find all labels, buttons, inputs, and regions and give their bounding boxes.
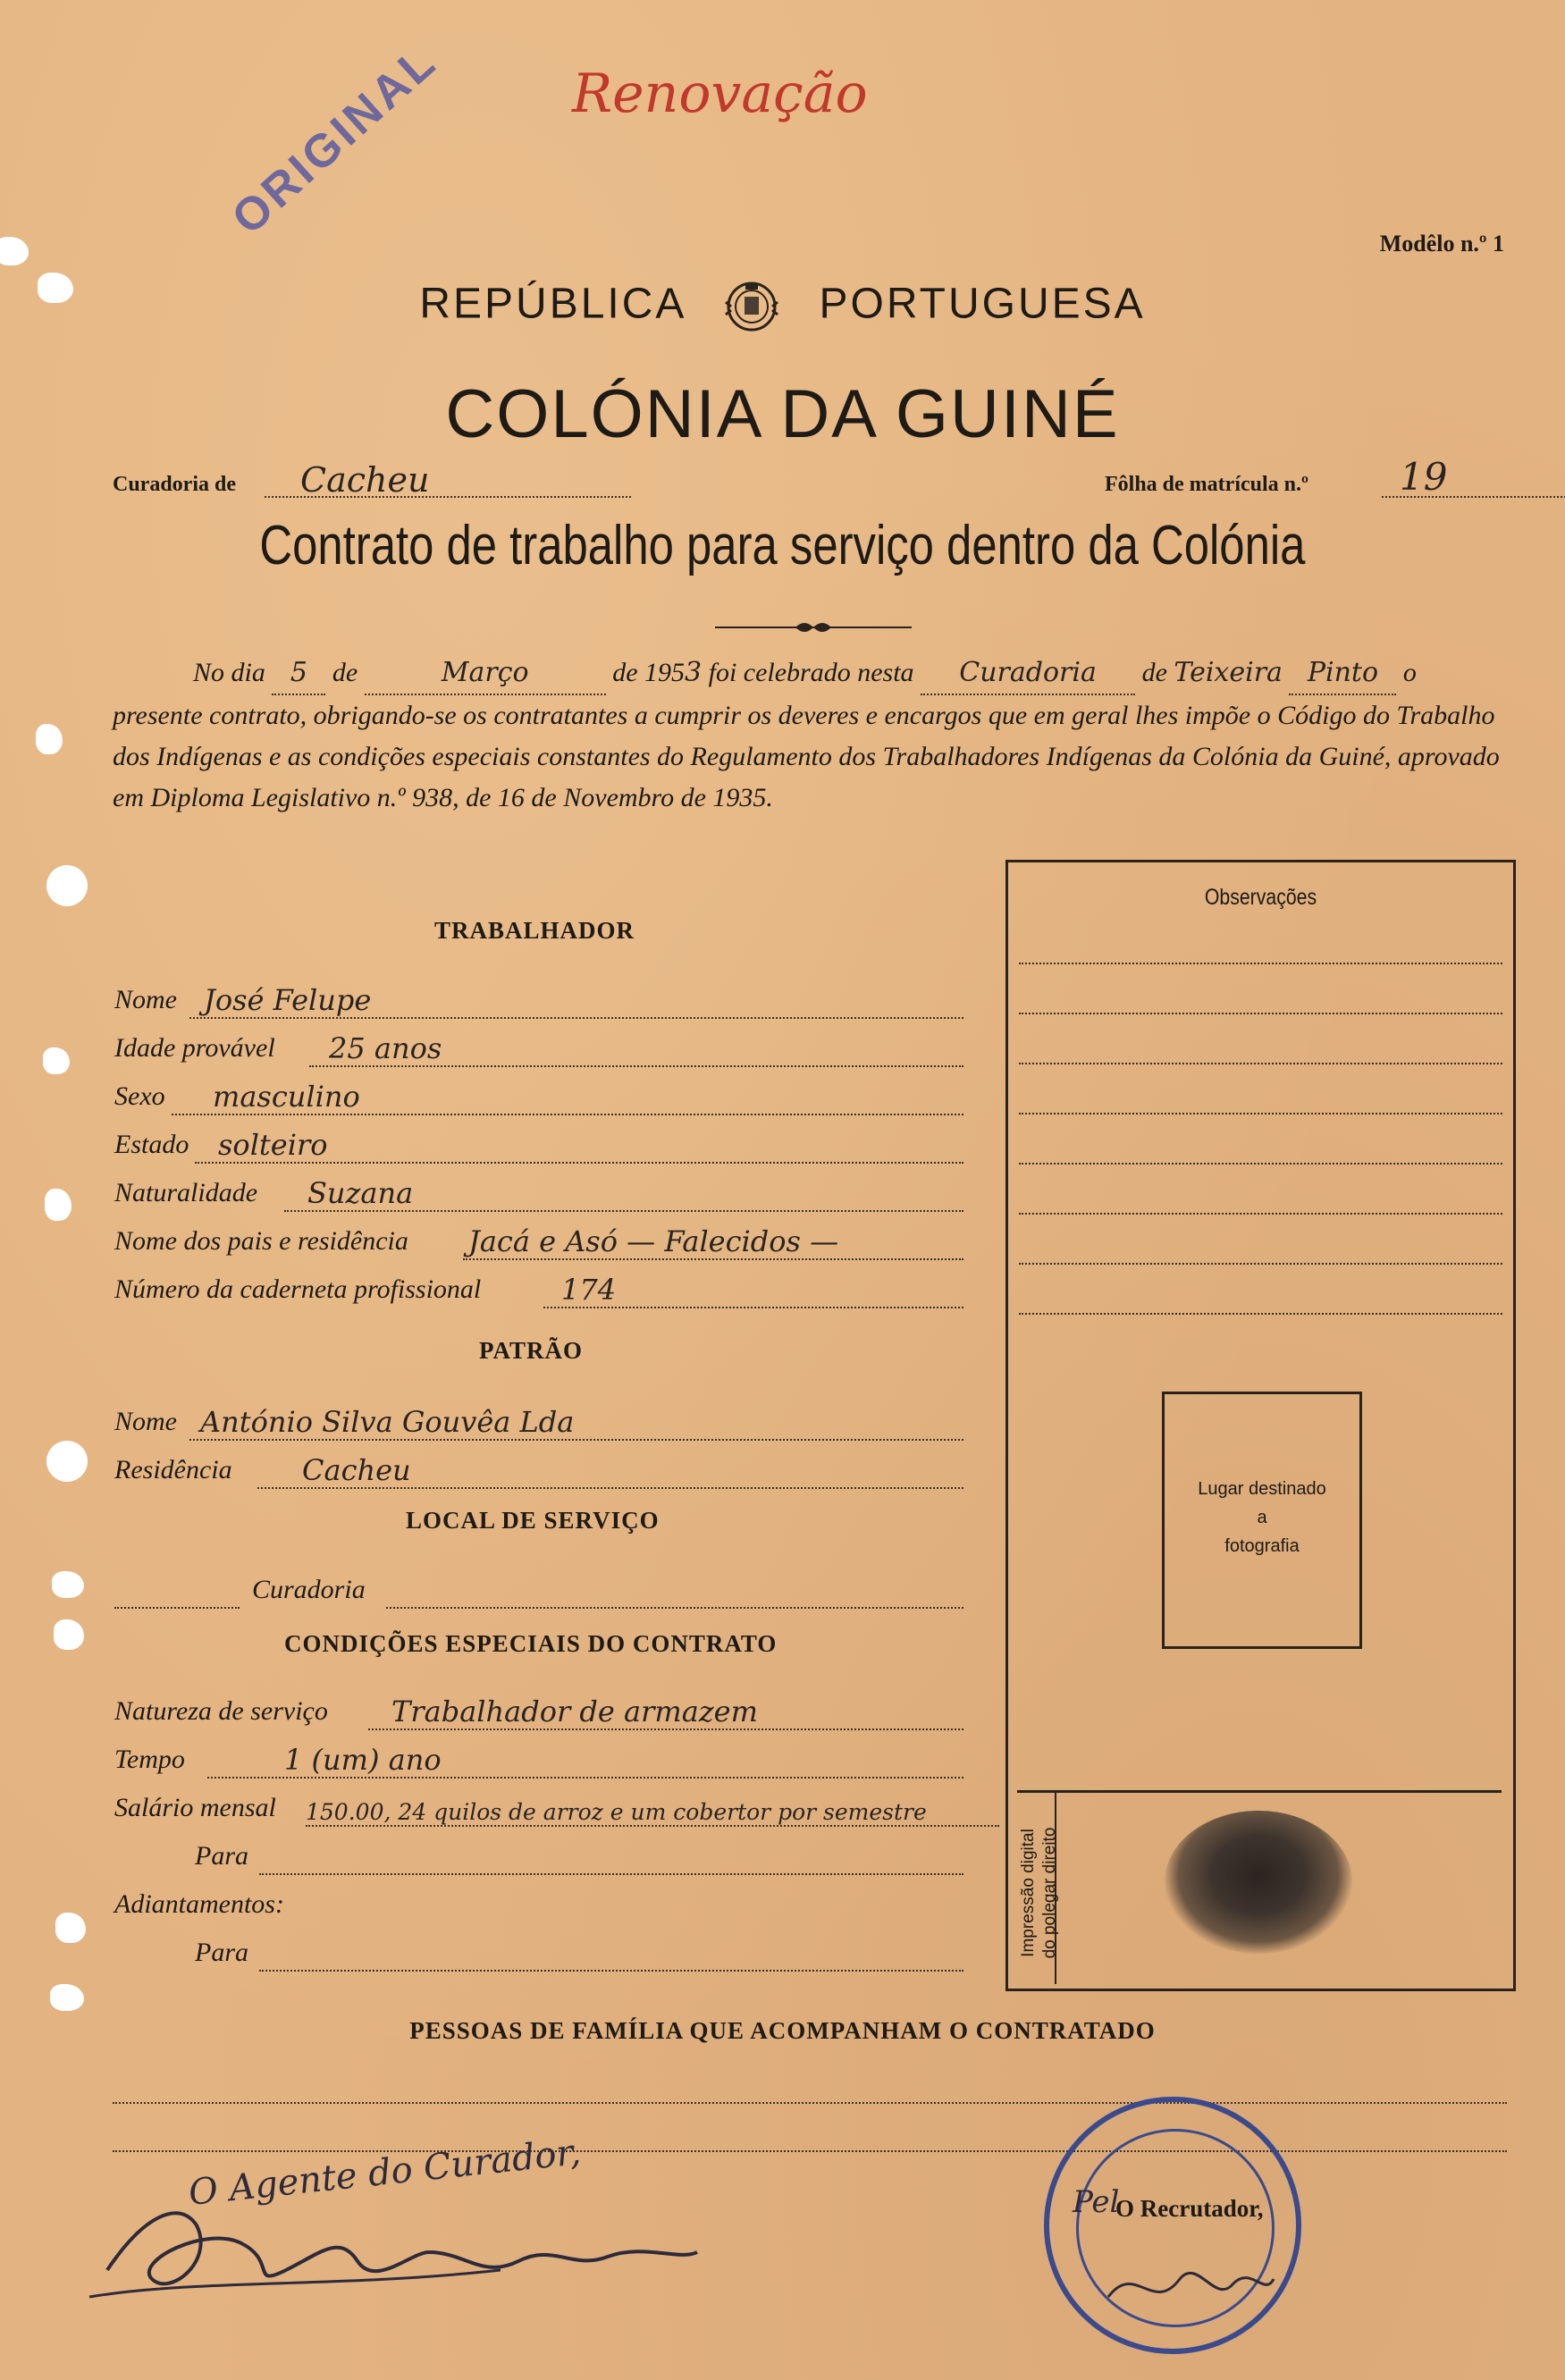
field-salario: Salário mensal 150.00, 24 quilos de arroz e um cobertor por semestre <box>114 1789 999 1829</box>
field-para-1: Para <box>114 1838 963 1877</box>
contract-year-digit: 3 <box>685 657 703 688</box>
folha-value: 19 <box>1400 455 1448 499</box>
contract-place-city-2: Pinto <box>1289 652 1396 695</box>
edge-tear <box>36 724 63 754</box>
fingerprint-image <box>1165 1811 1352 1954</box>
contract-place-curadoria: Curadoria <box>921 652 1135 695</box>
intro-text: No dia <box>193 658 265 687</box>
field-naturalidade: Naturalidade Suzana <box>114 1174 963 1214</box>
contract-day: 5 <box>272 652 325 695</box>
republica-right: PORTUGUESA <box>819 280 1146 328</box>
field-tempo: Tempo 1 (um) ano <box>114 1741 963 1780</box>
curadoria-value: Cacheu <box>300 460 430 500</box>
recrutador-signature: Pel <box>1073 2184 1120 2220</box>
republica-left: REPÚBLICA <box>419 280 685 328</box>
recrutador-label: O Recrutador, <box>1115 2195 1264 2222</box>
field-idade: Idade provável 25 anos <box>114 1030 963 1069</box>
folha-label: Fôlha de matrícula n.º <box>1105 473 1308 496</box>
intro-text: de <box>332 658 358 687</box>
intro-text: de 195 <box>612 658 686 687</box>
edge-tear <box>43 1047 70 1074</box>
field-pais-residencia: Nome dos pais e residência Jacá e Asó — Falecidos — <box>114 1223 963 1262</box>
edge-tear <box>52 1571 84 1598</box>
edge-tear <box>45 1189 72 1221</box>
field-adiantamentos: Adiantamentos: <box>114 1889 284 1919</box>
colonia-title: COLÓNIA DA GUINÉ <box>445 376 1120 452</box>
field-natureza-servico: Natureza de serviço Trabalhador de armazem <box>114 1693 963 1732</box>
agente-curador-label: O Agente do Curador, <box>186 2132 583 2214</box>
observacoes-box <box>1005 860 1516 1991</box>
form-model-number: Modêlo n.º 1 <box>1379 231 1504 257</box>
coat-of-arms-icon <box>724 279 779 334</box>
thumbprint-area <box>1017 1790 1502 1984</box>
intro-text: de <box>1141 658 1167 687</box>
intro-text: foi celebrado nesta <box>708 658 914 687</box>
condicoes-heading: CONDIÇÕES ESPECIAIS DO CONTRATO <box>284 1630 778 1657</box>
republica-header <box>0 279 1565 334</box>
curadoria-label: Curadoria de <box>113 473 236 496</box>
observacoes-title: Observações <box>1204 885 1317 910</box>
contract-title: Contrato de trabalho para serviço dentro da Colónia <box>259 515 1306 576</box>
field-local-curadoria: Curadoria <box>114 1571 963 1610</box>
intro-paragraph <box>113 652 1507 819</box>
field-caderneta: Número da caderneta profissional 174 <box>114 1271 963 1310</box>
recrutador-signature-stroke <box>1099 2243 1278 2324</box>
field-para-2: Para <box>114 1934 963 1973</box>
photo-placeholder: Lugar destinado a fotografia <box>1162 1392 1362 1649</box>
punch-hole <box>46 1441 88 1482</box>
edge-tear <box>50 1984 84 2011</box>
patrao-heading: PATRÃO <box>479 1337 583 1364</box>
local-servico-heading: LOCAL DE SERVIÇO <box>406 1507 660 1534</box>
edge-tear <box>0 237 29 265</box>
curadoria-row <box>113 455 1507 505</box>
thumbprint-label: Impressão digital do polegar direito <box>1019 1827 1059 1959</box>
field-sexo: Sexo masculino <box>114 1078 963 1117</box>
familia-heading: PESSOAS DE FAMÍLIA QUE ACOMPANHAM O CONTRATADO <box>409 2017 1156 2044</box>
edge-tear <box>54 1619 84 1650</box>
trabalhador-heading: TRABALHADOR <box>434 917 635 944</box>
intro-text: o presente contrato, obrigando-se os contratantes a cumprir os deveres e encargos que em geral lhes impõe o Código do Trabalho dos Indígenas e as condições especiais constantes do Regulamento dos Trabalhadores Indígenas da Colónia da Guiné, aprovado em Diploma Legislativo n.º 938, de 16 de Novembro de 1935. <box>113 658 1500 812</box>
contract-place-city: Teixeira <box>1174 657 1283 688</box>
field-patrao-nome: Nome António Silva Gouvêa Lda <box>114 1403 963 1442</box>
agente-signature <box>72 2163 715 2315</box>
field-nome: Nome José Felupe <box>114 981 963 1021</box>
original-stamp: ORIGINAL <box>222 35 448 245</box>
punch-hole <box>46 865 88 906</box>
field-patrao-residencia: Residência Cacheu <box>114 1451 963 1491</box>
divider-ornament-icon <box>715 618 912 636</box>
field-estado: Estado solteiro <box>114 1126 963 1165</box>
edge-tear <box>55 1913 86 1943</box>
contract-month: Março <box>365 652 606 695</box>
renovacao-annotation: Renovação <box>572 63 868 125</box>
